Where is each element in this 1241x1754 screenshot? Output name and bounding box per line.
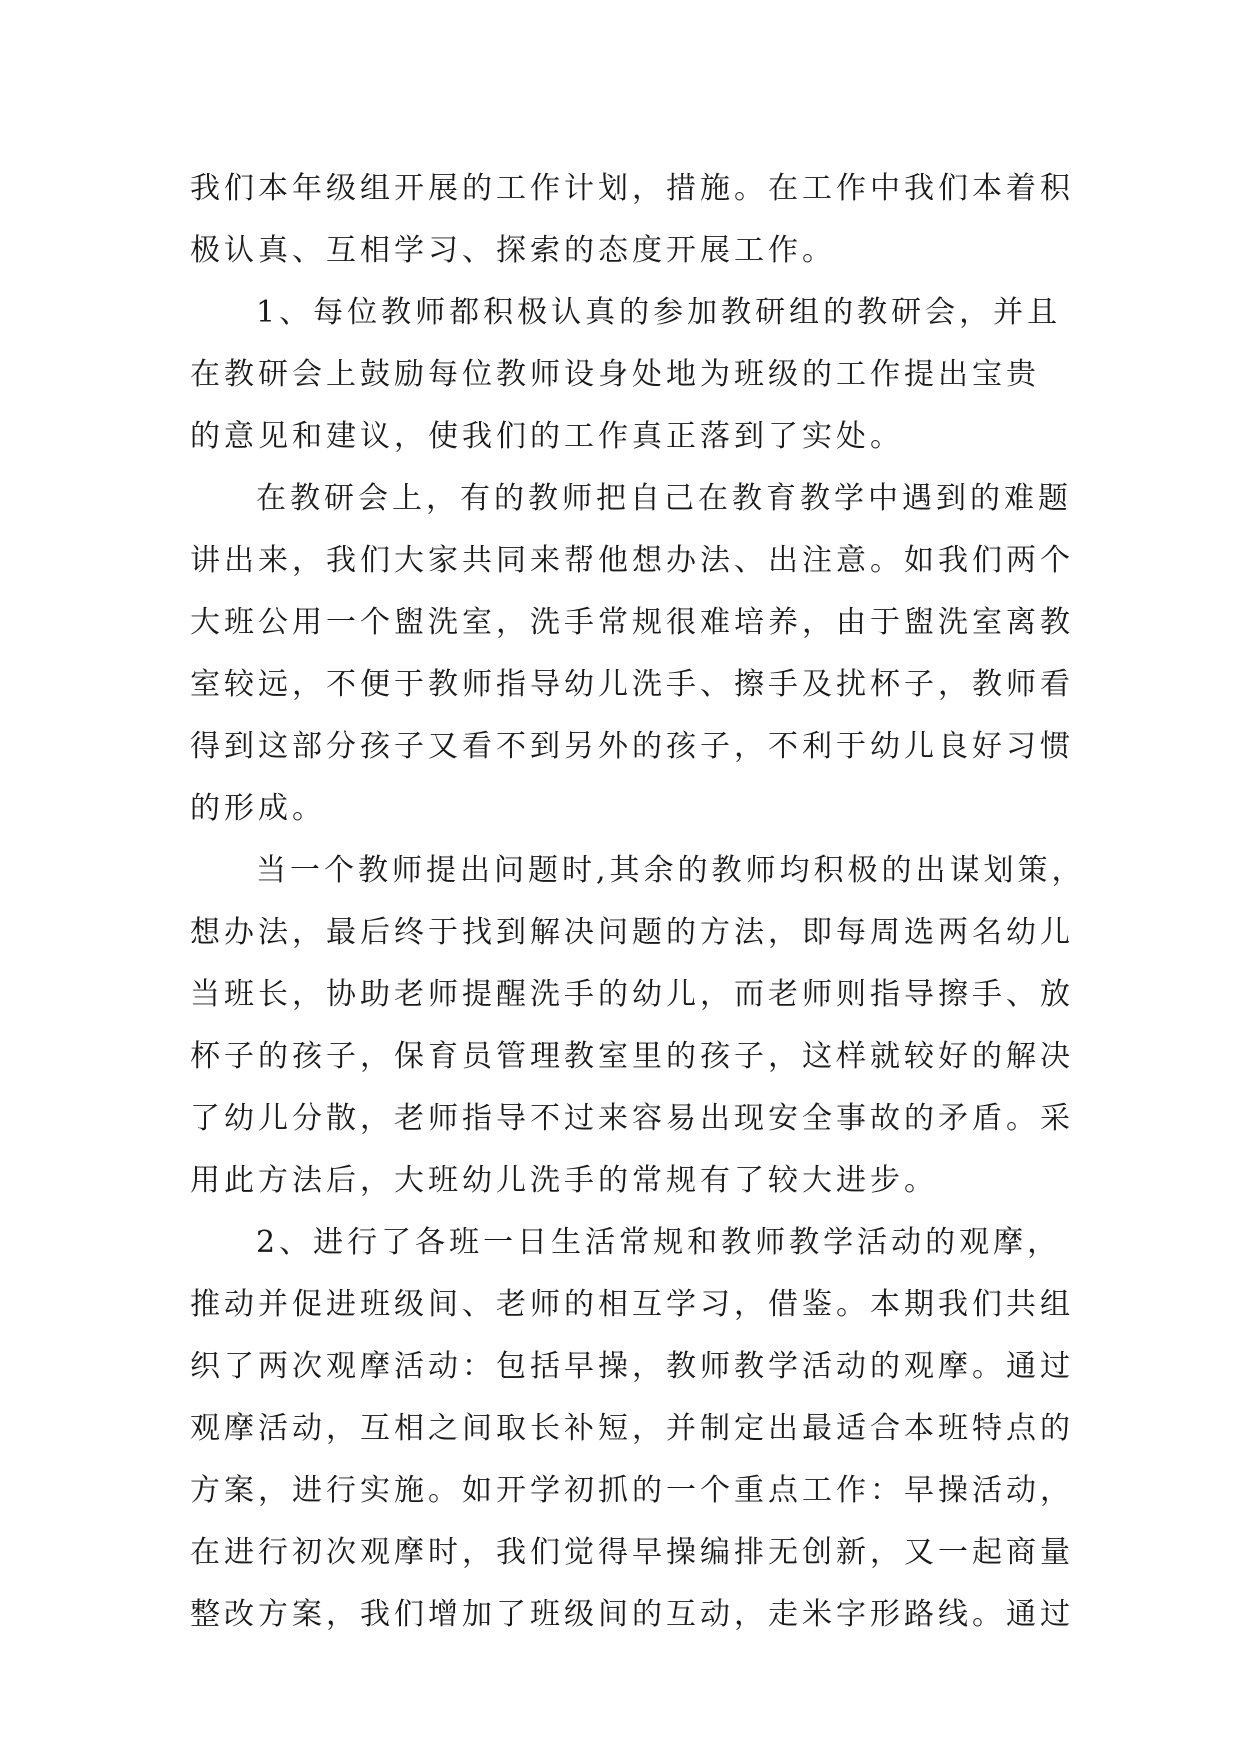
- text-line: 极认真、互相学习、探索的态度开展工作。: [190, 233, 836, 268]
- text-line: 得到这部分孩子又看不到另外的孩子，不利于幼儿良好习惯: [190, 729, 1074, 764]
- text-line: 当班长，协助老师提醒洗手的幼儿，而老师则指导擦手、放: [190, 977, 1074, 1012]
- text-line: 推动并促进班级间、老师的相互学习，借鉴。本期我们共组: [190, 1287, 1074, 1322]
- text-line: 了幼儿分散，老师指导不过来容易出现安全事故的矛盾。采: [190, 1101, 1074, 1136]
- paragraph-2: [190, 282, 1062, 468]
- text-line: 室较远，不便于教师指导幼儿洗手、擦手及扰杯子，教师看: [190, 667, 1074, 702]
- document-page: [190, 158, 1086, 1646]
- text-line: 在教研会上，有的教师把自己在教育教学中遇到的难题: [256, 481, 1072, 516]
- text-line: 整改方案，我们增加了班级间的互动，走米字形路线。通过: [190, 1597, 1074, 1632]
- text-line: 想办法，最后终于找到解决问题的方法，即每周选两名幼儿: [190, 915, 1074, 950]
- text-line: 讲出来，我们大家共同来帮他想办法、出注意。如我们两个: [190, 543, 1074, 578]
- text-line: 我们本年级组开展的工作计划，措施。在工作中我们本着积: [190, 171, 1074, 206]
- text-line: 方案，进行实施。如开学初抓的一个重点工作：早操活动，: [190, 1473, 1074, 1508]
- text-line: 观摩活动，互相之间取长补短，并制定出最适合本班特点的: [190, 1411, 1074, 1446]
- paragraph-3: [190, 468, 1074, 840]
- text-line: 大班公用一个盥洗室，洗手常规很难培养，由于盥洗室离教: [190, 605, 1074, 640]
- text-line: 1、每位教师都积极认真的参加教研组的教研会，并且: [256, 295, 1062, 330]
- text-line: 杯子的孩子，保育员管理教室里的孩子，这样就较好的解决: [190, 1039, 1074, 1074]
- text-line: 在进行初次观摩时，我们觉得早操编排无创新，又一起商量: [190, 1535, 1074, 1570]
- text-line: 用此方法后，大班幼儿洗手的常规有了较大进步。: [190, 1163, 938, 1198]
- text-line: 的意见和建议，使我们的工作真正落到了实处。: [190, 419, 904, 454]
- text-line: 在教研会上鼓励每位教师设身处地为班级的工作提出宝贵: [190, 357, 1040, 392]
- text-line: 的形成。: [190, 791, 326, 826]
- paragraph-1: [190, 158, 1074, 282]
- text-line: 织了两次观摩活动：包括早操，教师教学活动的观摩。通过: [190, 1349, 1074, 1384]
- paragraph-4: [190, 840, 1086, 1212]
- text-line: 当一个教师提出问题时,其余的教师均积极的出谋划策，: [256, 853, 1086, 888]
- paragraph-5: [190, 1212, 1074, 1646]
- text-line: 2、进行了各班一日生活常规和教师教学活动的观摩，: [256, 1225, 1062, 1260]
